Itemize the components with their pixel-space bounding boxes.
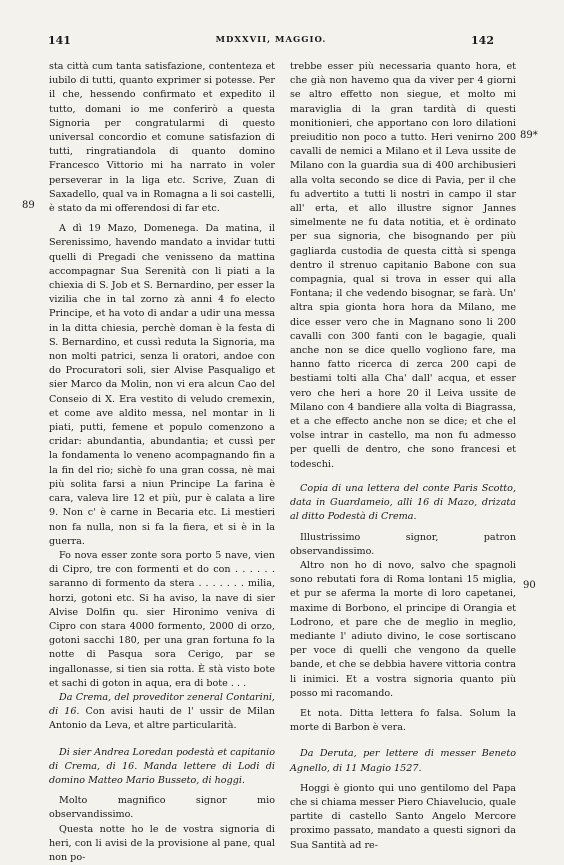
- paragraph: [49, 691, 275, 734]
- paragraph: Fo nova esser zonte sora porto 5 nave, vien di Cipro, tre con formenti et do con . . . . . . saranno di formento da stera . . . . . . . milia, horzi, gotoni etc. Si ha aviso, la nave di sier Alvise Dolfin qu. sier Hironimo veniva di Cipro con stara 4000 formento, 2000 di orzo, gotoni sacchi 180, per una gran fortuna fo la notte di Pasqua sora Cerigo, par se ingallonasse, si tien sia rotta. È stà visto bote et sachi di goton in aqua, era di bote . . .: [49, 549, 275, 689]
- paragraph: Altro non ho di novo, salvo che spagnoli sono rebutati fora di Roma lontani 15 miglia, et pur se aferma la morte di loro capetanei, maxime di Borbono, el principe di Orangia et Lodrono, et pare che de meglio in meglio, mediante l' adiuto divino, le cose sortiscano per voce di quelli che vengono da quelle bande, et che se debbia havere vittoria contra li inimici. Et a vostra signoria quanto più posso mi racomando.: [290, 559, 516, 699]
- margin-note-89-right: 89*: [520, 130, 538, 141]
- paragraph-entry-19-mazo: A dì 19 Mazo, Domenega. Da matina, il Serenissimo, havendo mandato a invidar tutti quelli di Pregadi che venisseno da mattina accompagnar Sua Serenità con li piati a la chiexia di S. Job et S. Bernardino, per esser la vizilia che in tal zorno zà anni 4 fo electo Principe, et ha voto di andar a udir una messa in la ditta chiesia, perchè doman è la festa di S. Bernardino, et cussì reduta la Signoria, ma non molti patrici, senza li oratori, andoe con do Procuratori soli, sier Alvise Pasqualigo et sier Marco da Molin, non vi era alcun Cao del Conseio di X. Era vestito di veludo cremexin, et come ave aldito messa, nel montar in li piati, putti, femene et populo comenzono a cridar: abundantia, abundantia; et cussì per la fondamenta lo veneno acompagnando fin a la fin del rio; sichè fo una gran cossa, nè mai più solita farsi a niun Principe La farina è cara, valeva lire 12 et più, pur è calata a lire 9. Non c' è carne in Becaria etc. Li mestieri non fa nulla, non si fa la fiera, et si è in la guerra.: [49, 223, 275, 547]
- page-number-left: 141: [48, 34, 71, 47]
- margin-note-89-left: 89: [22, 200, 35, 211]
- letter-heading: Di sier Andrea Loredan podestà et capitanio di Crema, di 16. Manda lettere di Lodi di domino Matteo Mario Busseto, di hoggi.: [49, 746, 275, 786]
- salutation: Molto magnifico signor mio observandissimo.: [49, 795, 275, 821]
- letter-source-italic: Da Crema, del proveditor zeneral Contarini, di 16.: [49, 691, 275, 718]
- paragraph: Hoggi è gionto qui uno gentilomo del Papa che si chiama messer Piero Chiavelucio, quale partite di castello Santo Angelo Mercore proximo passato, mandato a questi signori da Sua Santità ad re-: [290, 782, 516, 851]
- paragraph: sta città cum tanta satisfazione, contenteza et iubilo di tutti, quanto exprimer si potesse. Per il che, hessendo confirmato et expedito il tutto, domani io me conferirò a questa Signoria per congratularmi di questo universal concordio et comune satisfazion di tutti, ringratiandola di quanto domino Francesco Vittorio mi ha narrato in voler perseverar in la liga etc. Scrive, Zuan di Saxadello, qual va in Romagna a li soi castelli, è stato da mi offerendosi di far etc.: [49, 61, 275, 215]
- letter-heading: Copia di una lettera del conte Paris Scotto, data in Guardameio, alli 16 di Mazo, drizata al ditto Podestà di Crema.: [290, 482, 516, 523]
- paragraph: Questa notte ho le de vostra signoria di heri, con li avisi de la provisione al pane, qual non po-: [49, 823, 275, 863]
- right-column: [290, 60, 516, 853]
- page-number-right: 142: [471, 34, 494, 47]
- salutation: Illustrissimo signor, patron observandissimo.: [290, 531, 516, 557]
- paragraph: trebbe esser più necessaria quanto hora, et che già non havemo qua da viver per 4 giorni se altro effetto non siegue, et molto mi maraviglia di la gran tardità di questi monitionieri, che apportano con loro dilationi preiuditio non poco a tutto. Heri venirno 200 cavalli de nemici a Milano et il Leva ussite de Milano con la guardia sua di 400 archibusieri alla volta secondo se dice di Pavia, per il che fu advertito a tutti li nostri in campo il star all' erta, et allo illustre signor Jannes simelmente ne fu data notitia, et è ordinato per sua signoria, che bisognando per più gagliarda custodia de questa città si spenga dentro il strenuo capitanio Babone con sua compagnia, qual si trova in esser qui alla Fontana; il che vedendo bisognar, se farà. Un' altra spia gionta hora hora da Milano, me dice esser vero che in Magnano sono li 200 cavalli con 300 fanti con le bagagie, quali anche non se dice quello vogliono fare, ma hanno fatto ricerca di zerca 200 capi de bestiami tolti alla Cha' dall' acqua, et esser vero che heri a hore 20 il Leiva ussite de Milano con 4 bandiere alla volta di Biagrassa, et a che effecto anche non se dice; et che el volse intrar in castello, ma non fu admesso per quelli de dentro, che sono francesi et todeschi.: [290, 61, 516, 470]
- running-title: MDXXVII, MAGGIO.: [215, 35, 327, 45]
- left-column: [49, 60, 275, 865]
- margin-note-90: 90: [523, 580, 536, 591]
- letter-summary: Con avisi hauti de l' ussir de Milan Antonio da Leva, et altre particularità.: [49, 706, 275, 732]
- letter-heading: Da Deruta, per lettere di messer Beneto Agnello, di 11 Magio 1527.: [290, 748, 516, 774]
- note-paragraph: Et nota. Ditta lettera fo falsa. Solum la morte di Barbon è vera.: [290, 707, 516, 734]
- page-header: [48, 34, 494, 50]
